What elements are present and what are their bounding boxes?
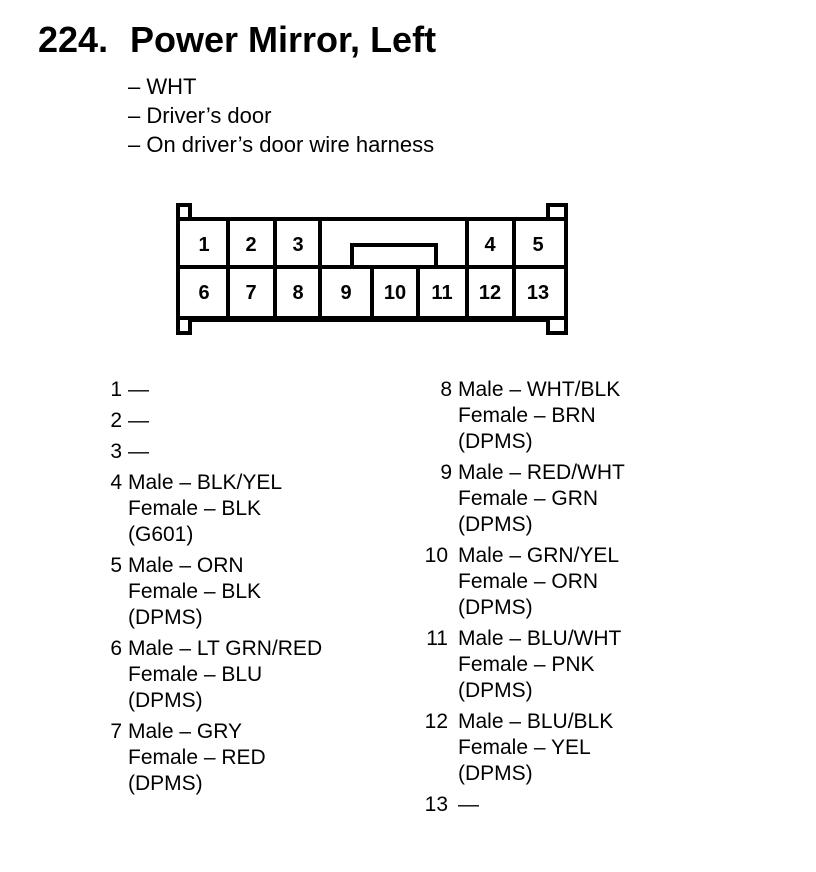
pin-number: 3 [110, 440, 122, 463]
pin-male-wire: Male – GRN/YEL [458, 544, 620, 567]
pin-label-4: 4 [484, 234, 496, 256]
pin-destination: (DPMS) [458, 596, 533, 619]
pin-label-11: 11 [431, 282, 453, 304]
pin-label-12: 12 [478, 282, 502, 304]
pin-description: — [458, 793, 479, 816]
pin-number: 12 [424, 710, 448, 733]
pin-number: 4 [110, 471, 122, 494]
pin-entry-1 [110, 377, 322, 403]
connector-latch [352, 245, 436, 267]
pin-entry-12 [424, 709, 625, 787]
pin-entry-4 [110, 470, 322, 548]
title-text: Power Mirror, Left [130, 19, 437, 60]
pin-label-8: 8 [292, 282, 304, 304]
note-location: – Driver’s door [128, 103, 272, 128]
pin-destination: (DPMS) [458, 679, 533, 702]
pin-female-wire: Female – YEL [458, 736, 591, 759]
pin-entry-9 [440, 460, 625, 538]
note-color: – WHT [128, 74, 197, 99]
pin-male-wire: Male – RED/WHT [458, 461, 625, 484]
pin-label-10: 10 [383, 282, 407, 304]
pin-label-2: 2 [245, 234, 257, 256]
pin-entry-8 [440, 377, 625, 455]
pin-female-wire: Female – GRN [458, 487, 599, 510]
pin-entry-11 [426, 626, 625, 704]
pin-description: — [128, 440, 149, 463]
pin-destination: (DPMS) [458, 430, 533, 453]
pin-female-wire: Female – BLK [128, 580, 262, 603]
note-harness: – On driver’s door wire harness [128, 132, 435, 157]
pin-list-right [424, 377, 625, 823]
pin-destination: (DPMS) [458, 762, 533, 785]
pin-female-wire: Female – BLU [128, 663, 263, 686]
pin-entry-6 [110, 636, 323, 714]
pin-label-5: 5 [532, 234, 544, 256]
pin-number: 8 [440, 378, 452, 401]
pin-number: 5 [110, 554, 122, 577]
pin-number: 2 [110, 409, 122, 432]
pin-label-9: 9 [340, 282, 352, 304]
pin-number: 7 [110, 720, 122, 743]
pin-label-13: 13 [526, 282, 550, 304]
pin-destination: (DPMS) [458, 513, 533, 536]
pin-description: — [128, 409, 149, 432]
pin-number: 10 [424, 544, 448, 567]
pin-entry-7 [110, 719, 322, 797]
pin-male-wire: Male – BLU/BLK [458, 710, 614, 733]
pin-label-1: 1 [198, 234, 210, 256]
pin-male-wire: Male – ORN [128, 554, 244, 577]
pin-destination: (DPMS) [128, 772, 203, 795]
pin-female-wire: Female – PNK [458, 653, 595, 676]
pin-number: 11 [426, 627, 448, 650]
pin-description: — [128, 378, 149, 401]
title-number: 224. [38, 19, 109, 60]
pin-number: 9 [440, 461, 452, 484]
pin-number: 13 [424, 793, 448, 816]
pin-label-3: 3 [292, 234, 304, 256]
pin-male-wire: Male – BLU/WHT [458, 627, 622, 650]
pin-label-6: 6 [198, 282, 210, 304]
pin-label-7: 7 [245, 282, 257, 304]
pin-destination: (DPMS) [128, 689, 203, 712]
pin-entry-13 [424, 792, 625, 818]
pin-number: 6 [110, 637, 122, 660]
pin-entry-3 [110, 439, 322, 465]
pin-destination: (G601) [128, 523, 194, 546]
pin-male-wire: Male – BLK/YEL [128, 471, 283, 494]
pin-female-wire: Female – BRN [458, 404, 596, 427]
pin-female-wire: Female – ORN [458, 570, 599, 593]
pin-male-wire: Male – LT GRN/RED [128, 637, 323, 660]
pin-entry-10 [424, 543, 625, 621]
pin-female-wire: Female – BLK [128, 497, 262, 520]
pin-number: 1 [110, 378, 122, 401]
pin-entry-2 [110, 408, 322, 434]
pin-entry-5 [110, 553, 322, 631]
pin-male-wire: Male – WHT/BLK [458, 378, 621, 401]
pin-destination: (DPMS) [128, 606, 203, 629]
pin-list-left [110, 377, 323, 802]
pin-male-wire: Male – GRY [128, 720, 242, 743]
pin-female-wire: Female – RED [128, 746, 266, 769]
